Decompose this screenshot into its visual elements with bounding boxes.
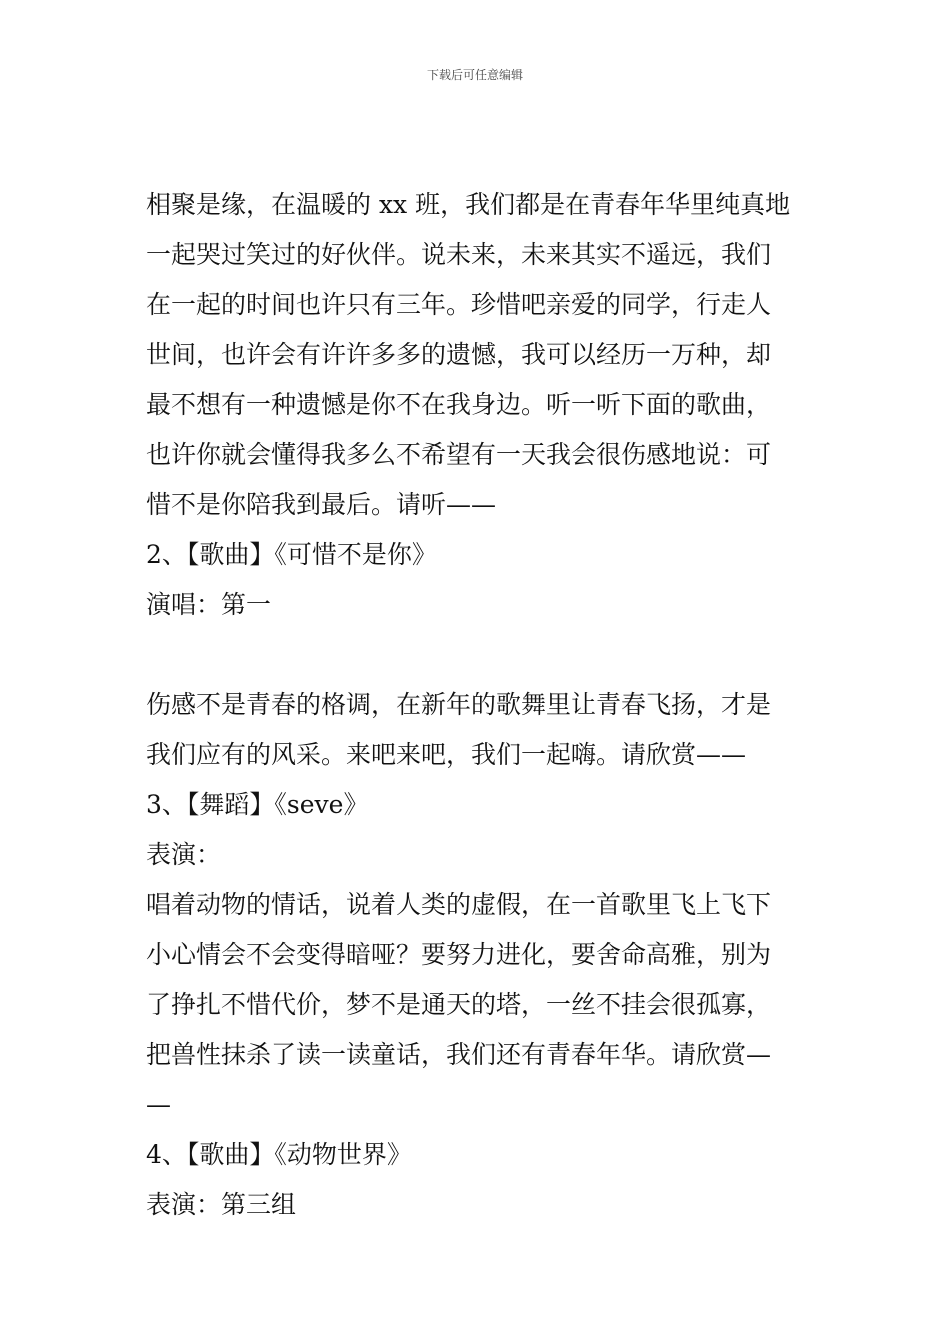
program-item-title: 4、【歌曲】《动物世界》: [146, 1140, 412, 1169]
performer-line: 表演：: [146, 840, 222, 869]
paragraph-line: 了挣扎不惜代价，梦不是通天的塔，一丝不挂会很孤寡，: [146, 990, 772, 1019]
paragraph-line: 一起哭过笑过的好伙伴。说未来，未来其实不遥远，我们: [146, 240, 772, 269]
paragraph-line: 相聚是缘，在温暖的 xx 班，我们都是在青春年华里纯真地: [146, 190, 791, 219]
paragraph-line: 最不想有一种遗憾是你不在我身边。听一听下面的歌曲，: [146, 390, 772, 419]
paragraph-line: 在一起的时间也许只有三年。珍惜吧亲爱的同学，行走人: [146, 290, 772, 319]
performer-line: 演唱：第一: [146, 590, 272, 619]
paragraph-line: 我们应有的风采。来吧来吧，我们一起嗨。请欣赏——: [146, 740, 747, 769]
document-body: [146, 180, 816, 1230]
program-item-title: 3、【舞蹈】《seve》: [146, 790, 369, 819]
paragraph-line: 唱着动物的情话，说着人类的虚假，在一首歌里飞上飞下: [146, 890, 772, 919]
page-header: 下载后可任意编辑: [426, 68, 523, 82]
performer-line: 表演：第三组: [146, 1190, 297, 1219]
program-item-title: 2、【歌曲】《可惜不是你》: [146, 540, 437, 569]
paragraph-line: 小心情会不会变得暗哑？要努力进化，要舍命高雅，别为: [146, 940, 772, 969]
paragraph-line: 把兽性抹杀了读一读童话，我们还有青春年华。请欣赏—: [146, 1040, 772, 1069]
paragraph-line: 惜不是你陪我到最后。请听——: [146, 490, 497, 519]
paragraph-line: 世间，也许会有许许多多的遗憾，我可以经历一万种，却: [146, 340, 772, 369]
paragraph-line: 也许你就会懂得我多么不希望有一天我会很伤感地说：可: [146, 440, 772, 469]
blank-line: [146, 630, 816, 680]
paragraph-line: 伤感不是青春的格调，在新年的歌舞里让青春飞扬，才是: [146, 690, 772, 719]
paragraph-line: —: [146, 1090, 171, 1119]
